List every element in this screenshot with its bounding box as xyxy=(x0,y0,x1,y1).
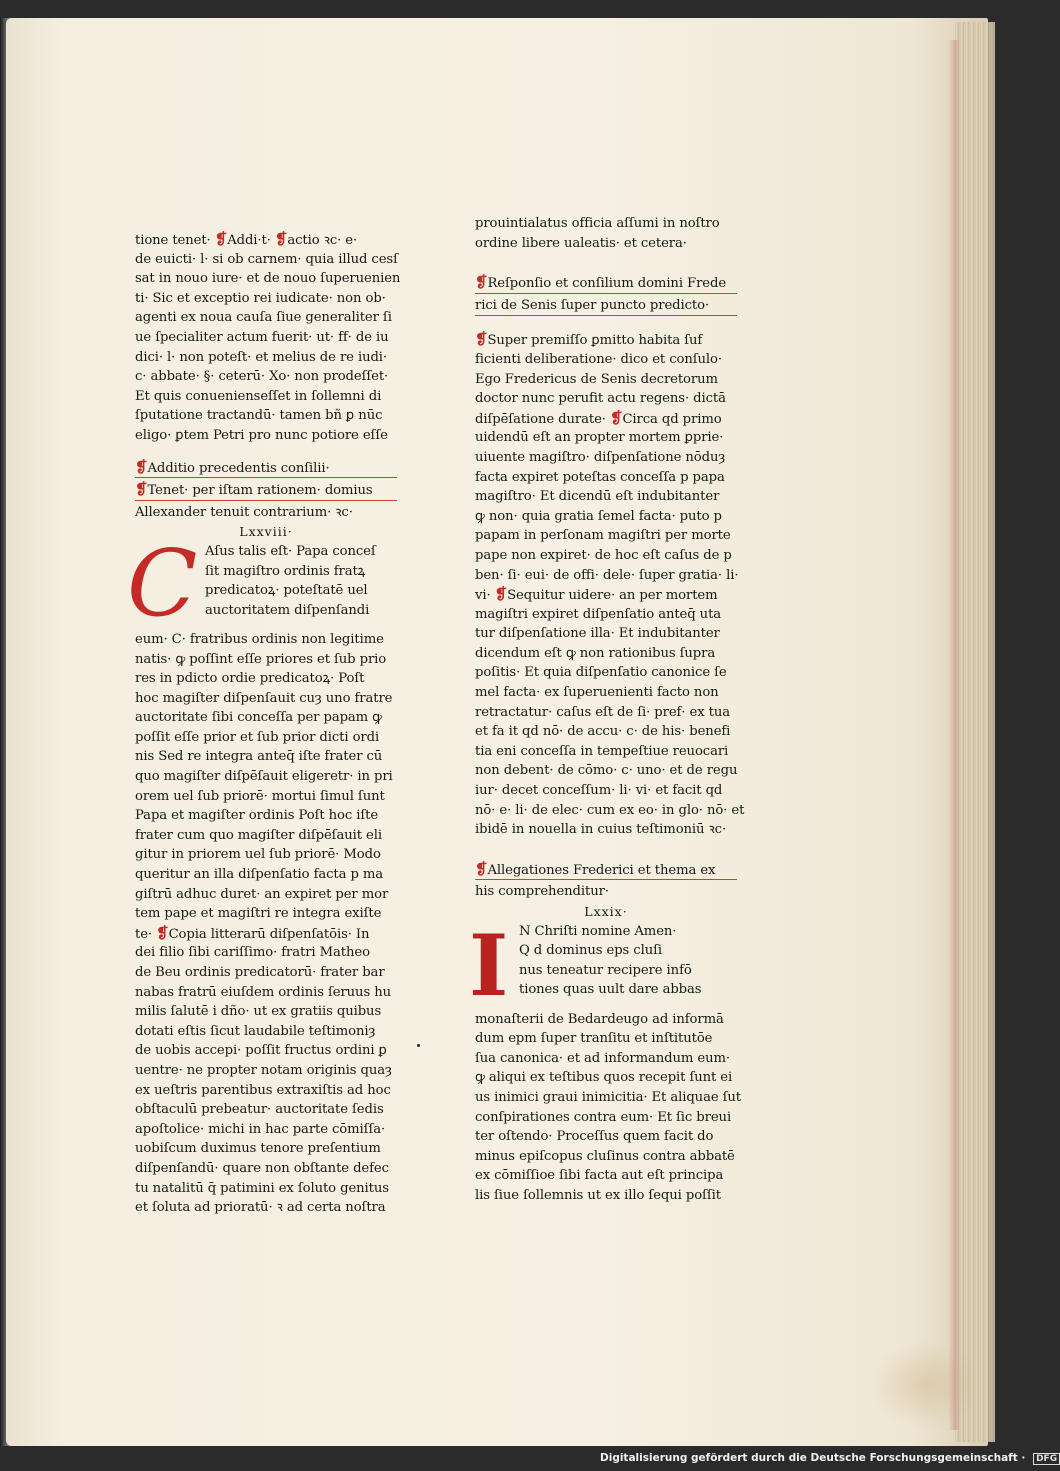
right-rubric-heading-2 xyxy=(475,860,737,902)
text-line: tione tenet· ❡Addi·t· ❡actio ꝛc· e· xyxy=(135,230,358,248)
heading-line: ❡Allegationes Frederici et thema ex xyxy=(475,860,737,881)
text-line: dici· l· non poteſt· et melius de re iudi· xyxy=(135,349,388,365)
text-line: non debent· de cōmo· c· uno· et de regu xyxy=(475,763,738,779)
text-line: uidendū eſt an propter mortem ꝑprie· xyxy=(475,430,724,446)
text-line: auctoritatem diſpenſandi xyxy=(205,602,370,618)
text-line: dotati eſtis ſicut laudabile teſtimoniȝ xyxy=(135,1023,376,1039)
red-initial-letter: C xyxy=(127,529,198,637)
text-line: uiuente magiſtro· diſpenſatione nōduȝ xyxy=(475,449,726,465)
text-line: et ſoluta ad prioratū· ꝛ ad certa noſtra xyxy=(135,1200,386,1216)
heading-line: ❡Additio precedentis conſilii· xyxy=(135,458,397,479)
text-line: auctoritate ſibi conceſſa per papam ꝙ xyxy=(135,710,382,726)
dfg-logo-icon: DFG xyxy=(1033,1453,1060,1465)
chapter-numeral: Lxxix· xyxy=(584,904,628,919)
text-line: N Chriſti nomine Amen· xyxy=(519,923,677,939)
text-line: eligo· ꝑtem Petri pro nunc potiore eſſe xyxy=(135,427,388,443)
text-line: et fa it qd nō· de accu· c· de his· benefi xyxy=(475,724,731,740)
text-line: nus teneatur recipere infō xyxy=(519,962,692,978)
heading-line: his comprehenditur· xyxy=(475,884,609,900)
footer-credit xyxy=(600,1452,1058,1468)
text-line: ſputatione tractandū· tamen bñ ꝑ nūc xyxy=(135,408,383,424)
text-line: te· ❡Copia litterarū diſpenſatōis· In xyxy=(135,923,370,942)
text-line: ibidē in nouella in cuius teſtimoniū ꝛc· xyxy=(475,822,727,838)
text-line: agenti ex noua cauſa ſiue generaliter ſi xyxy=(135,310,392,326)
text-line: lis ſiue ſollemnis ut ex illo ſequi poſſit xyxy=(475,1187,721,1203)
text-line: predicatoꝝ· poteſtatē uel xyxy=(205,583,368,599)
text-line: tiones quas uult dare abbas xyxy=(519,982,702,998)
red-edge-tint xyxy=(948,40,960,1430)
text-line: res in pdicto ordie predicatoꝝ· Poſt xyxy=(135,671,365,687)
text-line: ter oſtendo· Proceſſus quem facit do xyxy=(475,1129,714,1145)
text-line: milis ſalutē i dño· ut ex gratiis quibus xyxy=(135,1004,382,1020)
text-line: dei filio ſibi cariſſimo· fratri Matheo xyxy=(135,945,370,961)
right-body-block-1 xyxy=(475,330,745,839)
text-line: prouintialatus officia aſſumi in noſtro xyxy=(475,216,720,231)
page-edges xyxy=(955,22,995,1442)
text-line: ſit magiſtro ordinis fratꝝ xyxy=(205,563,366,579)
text-line: diſpēſatione durate· ❡Circa qd primo xyxy=(475,408,722,427)
text-line: papam in perſonam magiſtri per morte xyxy=(475,528,731,544)
text-line: Q d dominus eps cluſi xyxy=(519,943,662,959)
left-intro-block xyxy=(135,230,401,446)
right-rubric-heading-1 xyxy=(475,273,737,316)
text-line: ordine libere ualeatis· et cetera· xyxy=(475,235,687,251)
text-line: quo magiſter diſpēſauit eligeretr· in pri xyxy=(135,769,393,785)
text-line: Et quis conuenienseſſet in ſollemni di xyxy=(135,388,382,404)
text-line: ꝙ non· quia gratia ſemel facta· puto p xyxy=(475,508,722,524)
text-line: doctor nunc perufit actu regens· dictā xyxy=(475,391,726,407)
text-line: us inimici graui inimicitia· Et aliquae ſut xyxy=(475,1089,742,1105)
text-line: poſſit eſſe prior et ſub prior dicti ordi xyxy=(135,729,380,745)
paper-stain xyxy=(870,1340,980,1430)
text-line: magiſtri expiret diſpenſatio anteq̄ uta xyxy=(475,606,722,622)
right-text-column xyxy=(469,214,745,1206)
right-body-block-2 xyxy=(475,1010,742,1206)
text-line: ſua canonica· et ad informandum eum· xyxy=(475,1050,730,1066)
heading-line: ❡Tenet· per iſtam rationem· domius xyxy=(135,480,397,501)
text-line: facta expiret poteſtas conceſſa p papa xyxy=(475,469,725,485)
text-line: nabas fratrū eiuſdem ordinis ſeruus hu xyxy=(135,984,391,1000)
text-line: ben· ſi· eui· de offi· dele· ſuper gratia· li· xyxy=(475,567,739,583)
text-line: de euicti· l· si ob carnem· quia illud cesſ xyxy=(135,251,398,267)
text-line: uentre· ne propter notam originis quaȝ xyxy=(135,1062,392,1078)
text-line: uobiſcum duximus tenore preſentium xyxy=(135,1141,381,1157)
text-line: ex ueſtris parentibus extraxiſtis ad hoc xyxy=(135,1082,391,1098)
text-line: diſpenſandū· quare non obſtante defec xyxy=(135,1160,389,1176)
heading-line: Allexander tenuit contrarium· ꝛc· xyxy=(135,504,353,520)
text-line: c· abbate· §· ceterū· Xo· non prodeſſet· xyxy=(135,369,389,385)
right-initial-block xyxy=(469,915,737,1015)
text-line: nis Sed re integra anteq̄ iſte frater cū xyxy=(135,749,383,765)
text-line: de uobis accepi· poſſit fructus ordini ꝑ xyxy=(135,1043,387,1059)
text-line: Ego Fredericus de Senis decretorum xyxy=(475,371,718,387)
text-line: conſpirationes contra eum· Et ſic breui xyxy=(475,1109,732,1125)
text-line: minus epiſcopus cluſinus contra abbatē xyxy=(475,1148,735,1164)
text-line: tem pape et magiſtri re integra exiſte xyxy=(135,906,382,922)
chapter-numeral: Lxxviii· xyxy=(239,524,293,540)
text-line: ti· Sic et exceptio rei iudicate· non ob· xyxy=(135,290,386,306)
text-line: dum epm ſuper tranſitu et inſtitutōe xyxy=(475,1031,713,1047)
text-line: vi· ❡Sequitur uidere· an per mortem xyxy=(475,585,718,604)
text-line: apoſtolice· michi in hac parte cōmiſſa· xyxy=(135,1121,386,1137)
text-line: retractatur· caſus eſt de ſi· pref· ex tua xyxy=(475,704,730,720)
text-line: orem uel ſub priorē· mortui ſimul ſunt xyxy=(135,788,385,804)
heading-line: ❡Reſponſio et conſilium domini Frede xyxy=(475,273,737,294)
left-body-block xyxy=(135,630,397,1218)
text-line: ficienti deliberatione· dico et conſulo· xyxy=(475,351,722,367)
text-line: hoc magiſter diſpenſauit cuȝ uno fratre xyxy=(135,690,393,706)
heading-line: rici de Senis ſuper puncto predicto· xyxy=(475,296,737,317)
text-line: ue ſpecialiter actum fuerit· ut· ff· de iu xyxy=(135,329,389,345)
text-line: Aſus talis eſt· Papa conceſ xyxy=(205,543,376,559)
red-initial-letter: I xyxy=(469,915,509,1015)
text-line: nō· e· li· de elec· cum ex eo· in glo· nō· et xyxy=(475,802,745,818)
text-line: ex cōmiſſioe ſibi facta aut eſt principa xyxy=(475,1168,724,1184)
text-line: giſtrū adhuc duret· an expiret per mor xyxy=(135,886,389,902)
text-line: eum· C· fratribus ordinis non legitime xyxy=(135,631,384,647)
text-line: Papa et magiſter ordinis Poſt hoc iſte xyxy=(135,808,379,824)
text-line: de Beu ordinis predicatorū· frater bar xyxy=(135,965,385,980)
text-line: monaſterii de Bedardeugo ad informā xyxy=(475,1011,724,1027)
text-line: sat in nouo iure· et de nouo ſuperuenien xyxy=(135,271,401,287)
text-line: ꝙ aliqui ex teſtibus quos recepit ſunt ei xyxy=(475,1070,733,1086)
left-rubric-heading xyxy=(135,458,397,523)
left-text-column xyxy=(127,230,401,1218)
text-line: dicendum eſt ꝙ non rationibus ſupra xyxy=(475,645,716,661)
ink-dot xyxy=(417,1044,420,1047)
right-intro-block xyxy=(475,214,737,253)
text-line: natis· ꝙ poſſint eſſe priores et ſub prio xyxy=(135,651,387,667)
text-line: mel facta· ex ſuperuenienti facto non xyxy=(475,685,719,701)
footer-credit-text: Digitalisierung gefördert durch die Deutsche Forschungsgemeinschaft · xyxy=(600,1452,1026,1464)
text-line: magiſtro· Et dicendū eſt indubitanter xyxy=(475,489,720,505)
text-line: queritur an illa diſpenſatio facta p ma xyxy=(135,867,384,883)
text-line: obſtaculū prebeatur· auctoritate ſedis xyxy=(135,1102,384,1118)
text-line: tur diſpenſatione illa· Et indubitanter xyxy=(475,626,720,642)
text-line: iur· decet conceſſum· li· vi· et facit qd xyxy=(475,783,723,799)
text-line: gitur in priorem uel ſub priorē· Modo xyxy=(135,847,381,863)
text-line: poſitis· Et quia diſpenſatio canonice ſe xyxy=(475,665,727,681)
text-line: frater cum quo magiſter diſpēſauit eli xyxy=(135,827,382,843)
text-line: ❡Super premiſſo ꝑmitto habita ſuf xyxy=(475,330,703,349)
text-line: tu natalitū q̄ patimini ex ſoluto genitus xyxy=(135,1180,389,1196)
text-line: pape non expiret· de hoc eſt caſus de p xyxy=(475,547,732,563)
text-line: tia eni conceſſa in tempeſtiue reuocari xyxy=(475,743,729,759)
